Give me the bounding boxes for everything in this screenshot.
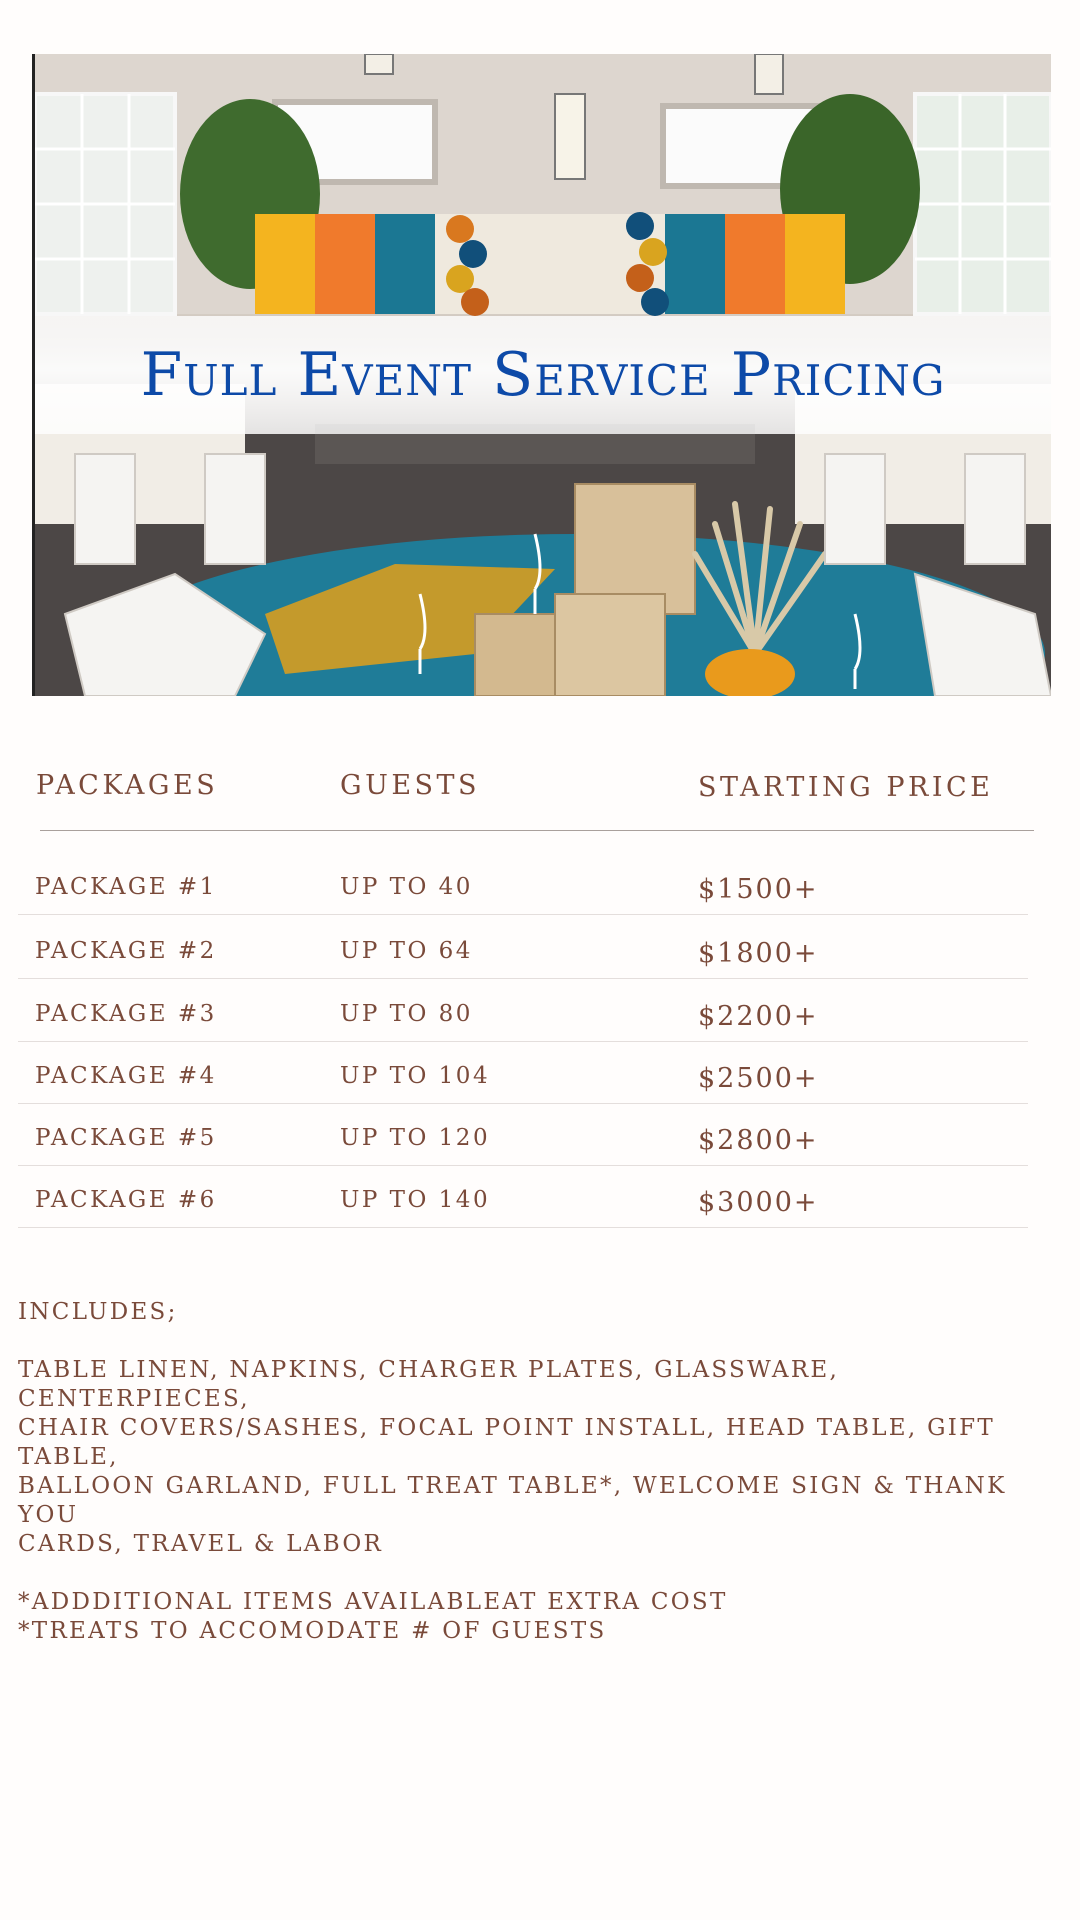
package-name: PACKAGE #4 <box>35 1063 217 1089</box>
pricing-table-header <box>0 770 1080 810</box>
starting-price: $3000+ <box>698 1187 819 1218</box>
includes-heading: INCLUDES; <box>18 1299 178 1325</box>
guest-capacity: UP TO 120 <box>340 1125 491 1151</box>
guest-capacity: UP TO 64 <box>340 938 473 964</box>
includes-line: BALLOON GARLAND, FULL TREAT TABLE*, WELCOME SIGN & THANK YOU <box>18 1473 1007 1528</box>
starting-price: $1800+ <box>698 938 819 969</box>
includes-section <box>18 1298 1058 1646</box>
table-row <box>18 1041 1028 1104</box>
header-guests: GUESTS <box>340 770 481 801</box>
package-name: PACKAGE #6 <box>35 1187 217 1213</box>
starting-price: $1500+ <box>698 874 819 905</box>
footnote: *TREATS TO ACCOMODATE # OF GUESTS <box>18 1618 607 1644</box>
includes-line: TABLE LINEN, NAPKINS, CHARGER PLATES, GLASSWARE, CENTERPIECES, <box>18 1357 840 1412</box>
table-row <box>18 1165 1028 1228</box>
includes-line: CHAIR COVERS/SASHES, FOCAL POINT INSTALL, HEAD TABLE, GIFT TABLE, <box>18 1415 996 1470</box>
guest-capacity: UP TO 40 <box>340 874 473 900</box>
page-title: Full Event Service Pricing <box>140 340 946 410</box>
package-name: PACKAGE #3 <box>35 1001 217 1027</box>
table-row <box>18 852 1028 915</box>
header-divider <box>40 830 1034 831</box>
table-row <box>18 916 1028 979</box>
table-row <box>18 1103 1028 1166</box>
table-row <box>18 979 1028 1042</box>
starting-price: $2500+ <box>698 1063 819 1094</box>
starting-price: $2200+ <box>698 1001 819 1032</box>
package-name: PACKAGE #5 <box>35 1125 217 1151</box>
hero-image <box>32 54 1051 696</box>
includes-line: CARDS, TRAVEL & LABOR <box>18 1531 384 1557</box>
guest-capacity: UP TO 140 <box>340 1187 491 1213</box>
package-name: PACKAGE #1 <box>35 874 217 900</box>
guest-capacity: UP TO 104 <box>340 1063 491 1089</box>
header-packages: PACKAGES <box>36 770 219 801</box>
starting-price: $2800+ <box>698 1125 819 1156</box>
guest-capacity: UP TO 80 <box>340 1001 473 1027</box>
footnote: *ADDDITIONAL ITEMS AVAILABLEAT EXTRA COST <box>18 1589 728 1615</box>
package-name: PACKAGE #2 <box>35 938 217 964</box>
header-starting-price: STARTING PRICE <box>698 772 994 803</box>
